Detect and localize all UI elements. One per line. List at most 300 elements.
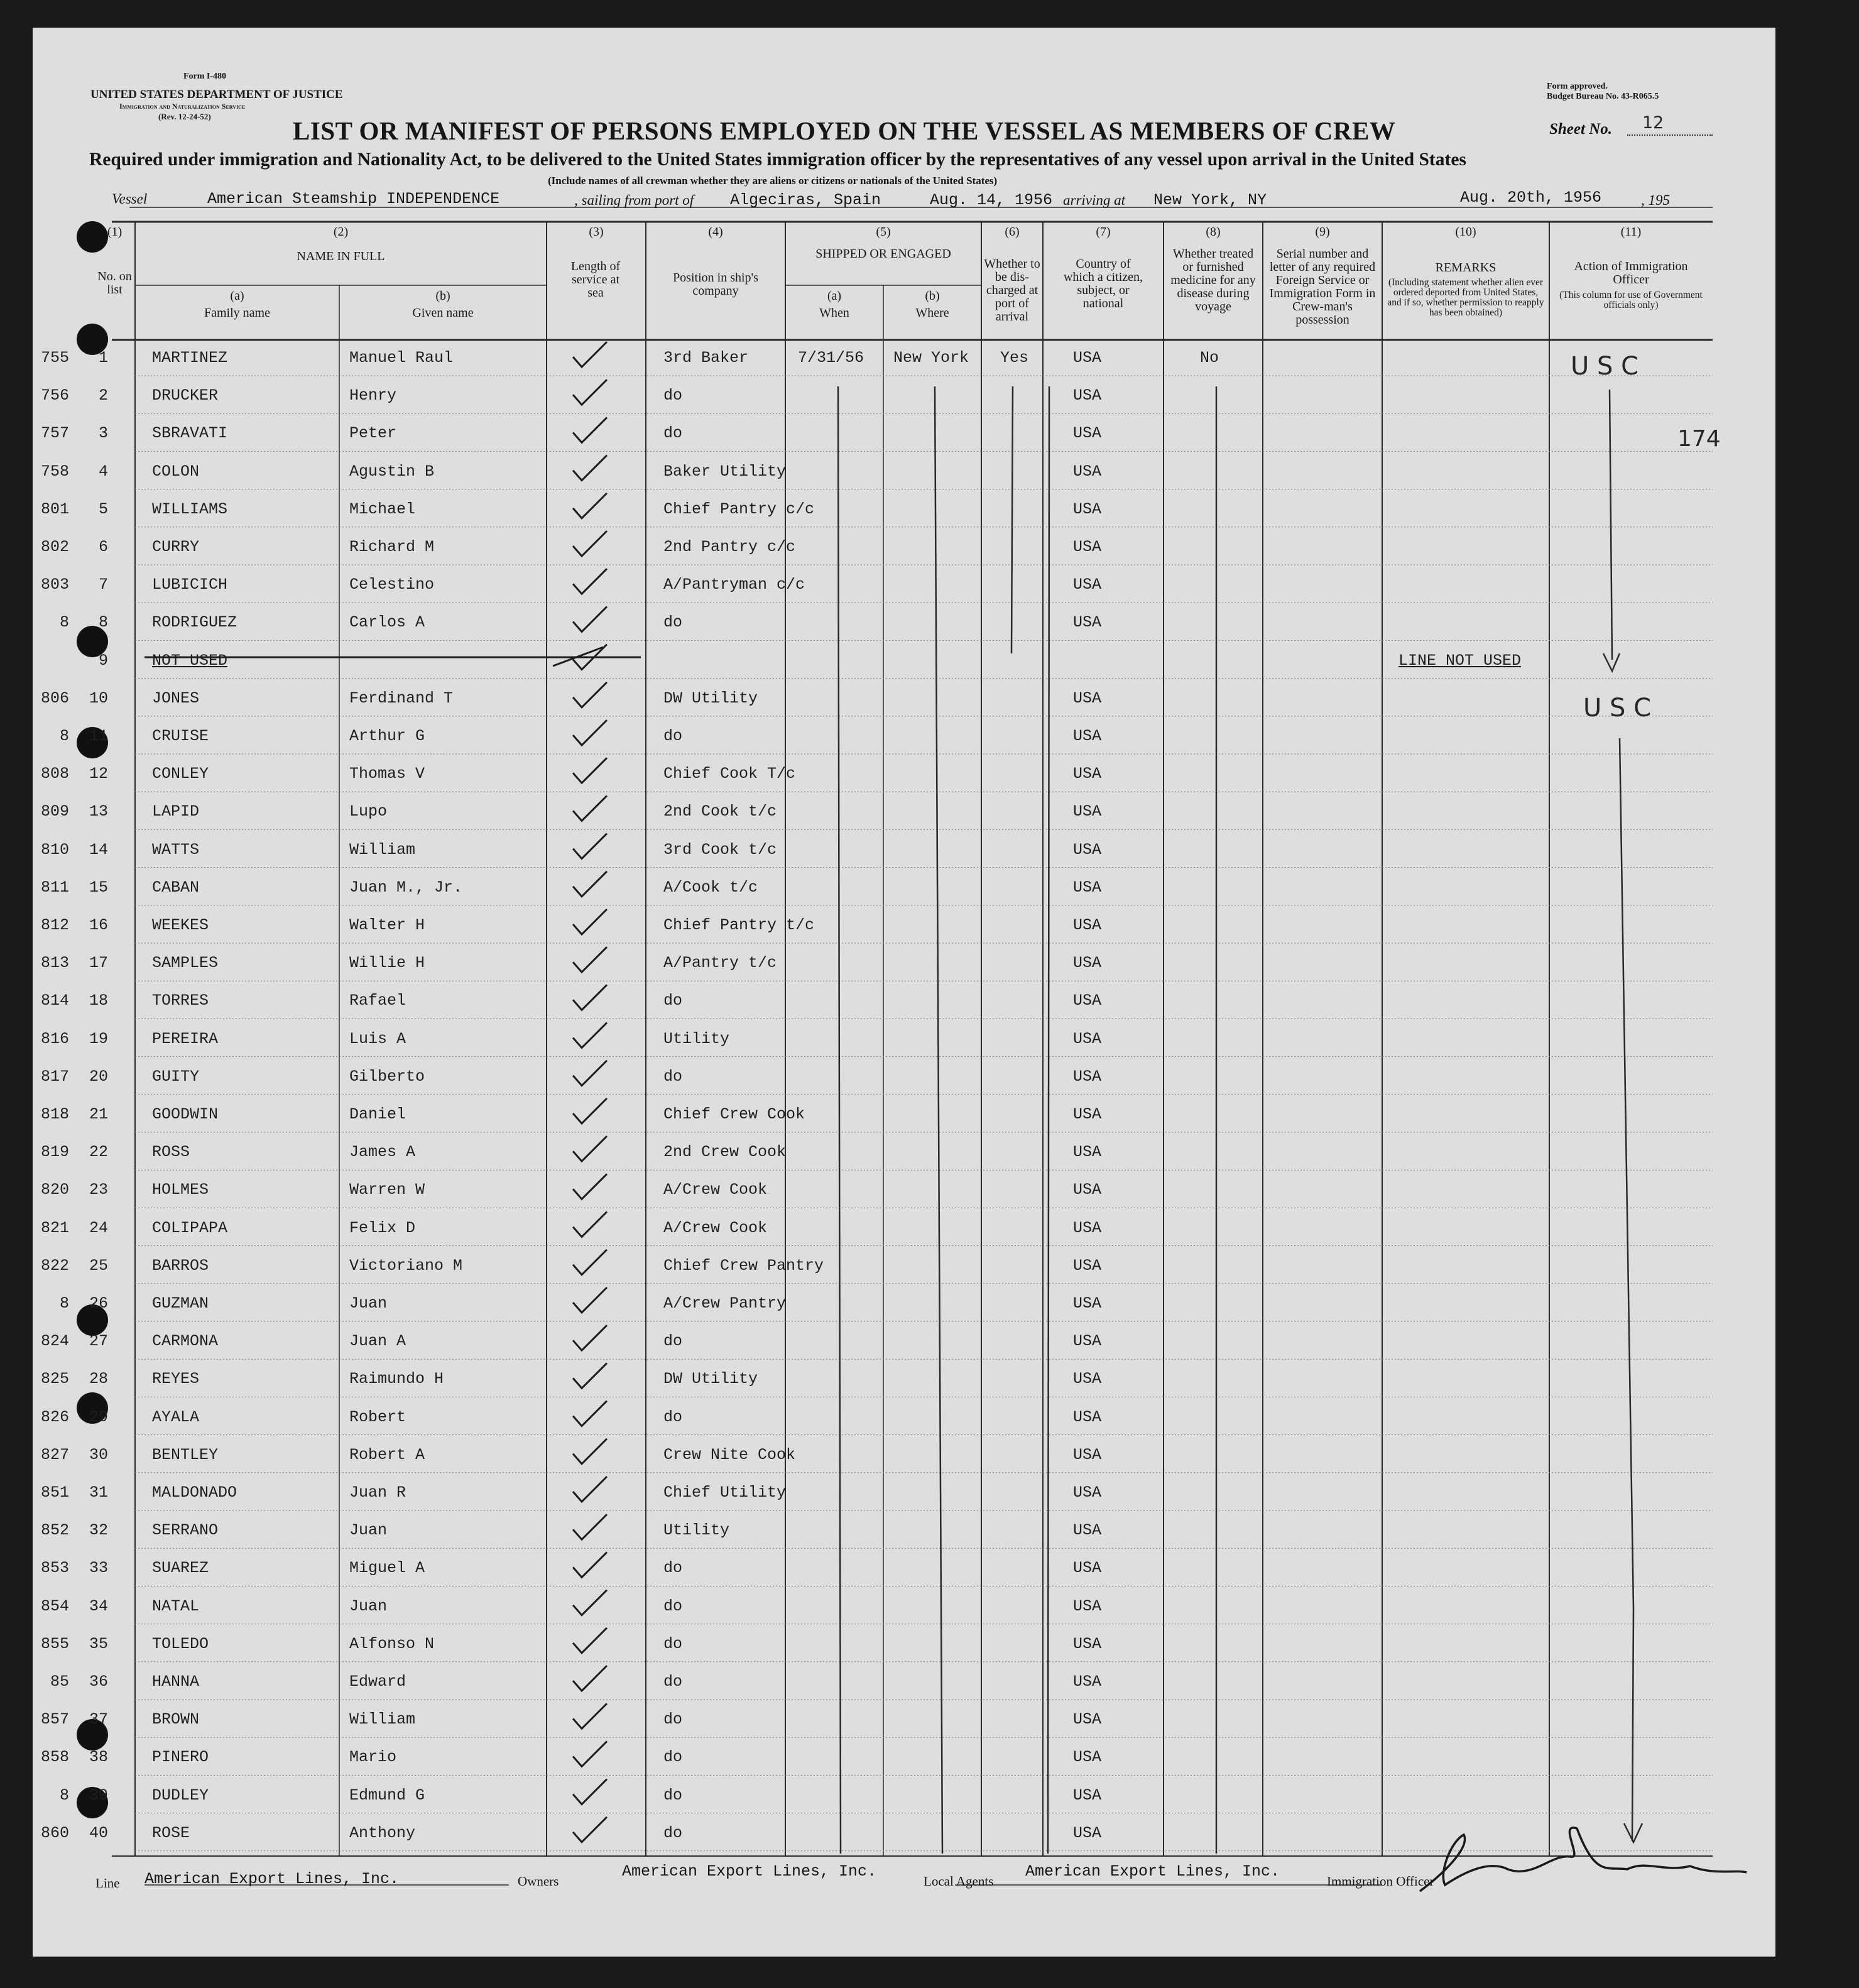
cell-ref: 855: [40, 1634, 69, 1653]
cell-ref: 824: [40, 1332, 69, 1351]
cell-family: LAPID: [152, 802, 200, 821]
col1-number: (1): [107, 225, 123, 239]
cell-ref: 757: [40, 424, 69, 443]
form-number: Form I-480: [183, 72, 227, 81]
checkmark: [573, 985, 607, 1010]
cell-given: Robert A: [349, 1445, 425, 1464]
cell-family: NATAL: [152, 1597, 200, 1615]
cell-position: do: [663, 1559, 683, 1578]
cell-family: BENTLEY: [152, 1445, 219, 1464]
cell-given: Edward: [349, 1673, 406, 1691]
col6-header: Whether to be dis-charged at port of arrival: [984, 257, 1040, 324]
cell-ref: 8: [59, 613, 69, 632]
cell-country: USA: [1073, 538, 1102, 556]
subtitle: Required under immigration and Nationality Act, to be delivered to the United States immigration officer by the representatives of any vessel upon arrival in the United States: [89, 150, 1466, 170]
col10-note: (Including statement whether alien ever ordered deported from United States, and if so, whether permission to reapply has been obtained): [1387, 277, 1544, 318]
cell-given: Juan: [349, 1597, 388, 1615]
cell-ref: 820: [40, 1181, 69, 1199]
checkmark: [573, 1023, 607, 1048]
cell-given: Arthur G: [349, 727, 425, 745]
cell-ref: 806: [40, 689, 69, 707]
cell-no: 29: [89, 1407, 108, 1426]
checkmark: [573, 1590, 607, 1615]
cell-position: Chief Pantry t/c: [663, 916, 815, 934]
cell-country: USA: [1073, 689, 1102, 707]
cell-position: do: [663, 1067, 683, 1086]
cell-no: 3: [98, 424, 108, 443]
cell-country: USA: [1073, 1710, 1102, 1729]
cell-position: do: [663, 1823, 683, 1842]
checkmark: [573, 1552, 607, 1577]
cell-given: Daniel: [349, 1105, 406, 1123]
cell-remarks: LINE NOT USED: [1398, 651, 1522, 670]
cell-given: Miguel A: [349, 1559, 425, 1578]
cell-no: 2: [98, 386, 108, 405]
cell-family: RODRIGUEZ: [152, 613, 237, 632]
cell-no: 12: [89, 765, 108, 784]
sheet-number: 12: [1642, 113, 1664, 133]
cell-country: USA: [1073, 386, 1102, 405]
cell-position: Chief Utility: [663, 1483, 787, 1502]
cell-family: DRUCKER: [152, 386, 219, 405]
cell-family: REYES: [152, 1370, 200, 1389]
cell-ref: 858: [40, 1748, 69, 1767]
cell-given: Warren W: [349, 1181, 425, 1199]
cell-family: LUBICICH: [152, 576, 228, 594]
cell-ref: 756: [40, 386, 69, 405]
cell-ref: 755: [40, 349, 69, 367]
cell-given: Mario: [349, 1748, 397, 1767]
checkmark: [573, 947, 607, 972]
departure-date: Aug. 14, 1956: [930, 191, 1053, 209]
cell-family: HANNA: [152, 1673, 200, 1691]
cell-family: ROSS: [152, 1143, 190, 1162]
cell-position: DW Utility: [663, 1370, 758, 1389]
col4-number: (4): [708, 225, 723, 239]
cell-ref: 814: [40, 991, 69, 1010]
cell-country: USA: [1073, 954, 1102, 973]
cell-family: CONLEY: [152, 765, 209, 784]
cell-no: 1: [98, 349, 108, 367]
cell-given: Felix D: [349, 1218, 416, 1237]
cell-given: Robert: [349, 1407, 406, 1426]
cell-country: USA: [1073, 462, 1102, 481]
cell-position: Crew Nite Cook: [663, 1445, 796, 1464]
cell-country: USA: [1073, 1634, 1102, 1653]
cell-position: Chief Crew Cook: [663, 1105, 805, 1123]
cell-ref: 801: [40, 500, 69, 518]
cell-country: USA: [1073, 916, 1102, 934]
usc-annotation: U S C: [1583, 694, 1652, 723]
cell-no: 6: [98, 538, 108, 556]
cell-given: Carlos A: [349, 613, 425, 632]
cell-country: USA: [1073, 1597, 1102, 1615]
cell-given: Celestino: [349, 576, 435, 594]
col2-number: (2): [333, 225, 349, 239]
cell-position: do: [663, 991, 683, 1010]
checkmark: [573, 1174, 607, 1199]
cell-ref: 816: [40, 1029, 69, 1048]
cell-given: Juan M., Jr.: [349, 878, 463, 897]
cell-family: GUITY: [152, 1067, 200, 1086]
officer-label: Immigration Officer: [1327, 1874, 1434, 1889]
department: UNITED STATES DEPARTMENT OF JUSTICE: [90, 88, 343, 101]
col2-header: NAME IN FULL: [297, 249, 385, 263]
checkmark: [573, 1514, 607, 1539]
cell-no: 37: [89, 1710, 108, 1729]
checkmark: [573, 682, 607, 707]
cell-position: Chief Crew Pantry: [663, 1256, 824, 1275]
cell-country: USA: [1073, 1407, 1102, 1426]
cell-given: Victoriano M: [349, 1256, 463, 1275]
arrival-date: Aug. 20th, 1956: [1460, 188, 1602, 207]
cell-country: USA: [1073, 840, 1102, 859]
cell-position: A/Pantryman c/c: [663, 576, 805, 594]
checkmark: [573, 1098, 607, 1123]
cell-country: USA: [1073, 1029, 1102, 1048]
cell-ref: 85: [50, 1673, 69, 1691]
cell-given: Gilberto: [349, 1067, 425, 1086]
cell-position: do: [663, 1710, 683, 1729]
margin-number: 174: [1677, 426, 1721, 452]
cell-position: Chief Pantry c/c: [663, 500, 815, 518]
cell-no: 24: [89, 1218, 108, 1237]
cell-position: do: [663, 1786, 683, 1805]
col11-header: Action of Immigration Officer: [1574, 259, 1688, 287]
cell-no: 4: [98, 462, 108, 481]
cell-family: CARMONA: [152, 1332, 219, 1351]
col5a-number: (a): [827, 289, 842, 303]
cell-given: Juan R: [349, 1483, 406, 1502]
cell-position: Baker Utility: [663, 462, 787, 481]
cell-ref: 860: [40, 1823, 69, 1842]
cell-position: Chief Cook T/c: [663, 765, 796, 784]
cell-no: 39: [89, 1786, 108, 1805]
cell-given: Edmund G: [349, 1786, 425, 1805]
cell-no: 7: [98, 576, 108, 594]
cell-no: 26: [89, 1294, 108, 1313]
cell-position: do: [663, 1407, 683, 1426]
checkmark: [573, 606, 607, 631]
cell-where: New York: [893, 349, 969, 367]
cell-no: 27: [89, 1332, 108, 1351]
cell-no: 38: [89, 1748, 108, 1767]
col5-number: (5): [876, 225, 891, 239]
cell-ref: 817: [40, 1067, 69, 1086]
col5b-number: (b): [925, 289, 940, 303]
cell-given: Willie H: [349, 954, 425, 973]
checkmark: [573, 720, 607, 745]
cell-position: Utility: [663, 1029, 730, 1048]
cell-position: 2nd Cook t/c: [663, 802, 777, 821]
cell-family: TOLEDO: [152, 1634, 209, 1653]
cell-ref: 822: [40, 1256, 69, 1275]
checkmark: [573, 417, 607, 442]
cell-country: USA: [1073, 1370, 1102, 1389]
cell-country: USA: [1073, 1445, 1102, 1464]
owners-value: American Export Lines, Inc.: [622, 1862, 877, 1881]
service: Immigration and Naturalization Service: [119, 102, 246, 111]
cell-country: USA: [1073, 1105, 1102, 1123]
cell-ref: 825: [40, 1370, 69, 1389]
cell-no: 18: [89, 991, 108, 1010]
cell-position: A/Crew Cook: [663, 1218, 768, 1237]
cell-family: SUAREZ: [152, 1559, 209, 1578]
arrival-port: New York, NY: [1153, 191, 1267, 209]
cell-country: USA: [1073, 1673, 1102, 1691]
cell-given: Raimundo H: [349, 1370, 444, 1389]
cell-given: Ferdinand T: [349, 689, 454, 707]
checkmark: [573, 758, 607, 783]
cell-position: do: [663, 613, 683, 632]
cell-country: USA: [1073, 1748, 1102, 1767]
cell-no: 32: [89, 1521, 108, 1540]
cell-no: 40: [89, 1823, 108, 1842]
cell-family: SBRAVATI: [152, 424, 228, 443]
line-label: Line: [95, 1876, 120, 1891]
cell-ref: 809: [40, 802, 69, 821]
cell-ref: 818: [40, 1105, 69, 1123]
cell-no: 10: [89, 689, 108, 707]
checkmark: [573, 1666, 607, 1691]
cell-ref: 857: [40, 1710, 69, 1729]
col5-header: SHIPPED OR ENGAGED: [815, 247, 951, 261]
cell-family: WEEKES: [152, 916, 209, 934]
cell-given: Rafael: [349, 991, 406, 1010]
cell-no: 9: [98, 651, 108, 670]
cell-ref: 854: [40, 1597, 69, 1615]
cell-family: HOLMES: [152, 1181, 209, 1199]
checkmark: [573, 1817, 607, 1842]
cell-ref: 803: [40, 576, 69, 594]
cell-position: A/Crew Pantry: [663, 1294, 787, 1313]
checkmark: [573, 795, 607, 821]
checkmark: [573, 1741, 607, 1766]
cell-position: do: [663, 424, 683, 443]
cell-no: 22: [89, 1143, 108, 1162]
cell-no: 33: [89, 1559, 108, 1578]
col2b-header: Given name: [412, 306, 474, 320]
cell-ref: 852: [40, 1521, 69, 1540]
cell-ref: 8: [59, 1294, 69, 1313]
cell-family: GOODWIN: [152, 1105, 219, 1123]
cell-family: AYALA: [152, 1407, 200, 1426]
cell-ref: 821: [40, 1218, 69, 1237]
cell-family: GUZMAN: [152, 1294, 209, 1313]
checkmark: [573, 456, 607, 481]
col2a-number: (a): [230, 289, 244, 303]
cell-ref: 810: [40, 840, 69, 859]
col6-number: (6): [1005, 225, 1020, 239]
cell-position: A/Cook t/c: [663, 878, 758, 897]
cell-position: do: [663, 1748, 683, 1767]
revision: (Rev. 12-24-52): [158, 112, 211, 121]
line-value: American Export Lines, Inc.: [144, 1870, 400, 1888]
cell-no: 17: [89, 954, 108, 973]
cell-given: James A: [349, 1143, 416, 1162]
cell-no: 21: [89, 1105, 108, 1123]
cell-family: MALDONADO: [152, 1483, 237, 1502]
cell-position: DW Utility: [663, 689, 758, 707]
cell-ref: 811: [40, 878, 69, 897]
cell-no: 30: [89, 1445, 108, 1464]
cell-ref: 808: [40, 765, 69, 784]
col5a-header: When: [819, 306, 849, 320]
cell-given: William: [349, 840, 416, 859]
cell-no: 19: [89, 1029, 108, 1048]
col8-header: Whether treated or furnished medicine for any disease during voyage: [1170, 247, 1256, 314]
cell-position: 3rd Baker: [663, 349, 749, 367]
cell-ref: 758: [40, 462, 69, 481]
cell-country: USA: [1073, 576, 1102, 594]
cell-family: COLON: [152, 462, 200, 481]
col9-header: Serial number and letter of any required Foreign Service or Immigration Form in Crew-man's possession: [1269, 247, 1376, 327]
cell-no: 15: [89, 878, 108, 897]
cell-ref: 8: [59, 727, 69, 745]
checkmark: [573, 1250, 607, 1275]
cell-given: Walter H: [349, 916, 425, 934]
cell-family: BARROS: [152, 1256, 209, 1275]
cell-family: COLIPAPA: [152, 1218, 228, 1237]
cell-no: 20: [89, 1067, 108, 1086]
checkmark: [573, 871, 607, 897]
col5b-header: Where: [915, 306, 949, 320]
cell-family: JONES: [152, 689, 200, 707]
cell-country: USA: [1073, 802, 1102, 821]
cell-family: ROSE: [152, 1823, 190, 1842]
cell-family: NOT USED: [152, 651, 228, 670]
vessel-label: Vessel: [112, 191, 148, 207]
cell-no: 11: [89, 727, 108, 745]
cell-ref: 813: [40, 954, 69, 973]
col1-header: No. on list: [97, 270, 132, 297]
cell-country: USA: [1073, 1332, 1102, 1351]
sheet-label: Sheet No.: [1549, 121, 1612, 138]
cell-given: Richard M: [349, 538, 435, 556]
checkmark: [573, 909, 607, 934]
col7-number: (7): [1096, 225, 1111, 239]
cell-ref: 827: [40, 1445, 69, 1464]
checkmark: [573, 1136, 607, 1161]
cell-position: 2nd Crew Cook: [663, 1143, 787, 1162]
cell-country: USA: [1073, 727, 1102, 745]
cell-family: WILLIAMS: [152, 500, 228, 518]
cell-position: do: [663, 1673, 683, 1691]
cell-position: do: [663, 727, 683, 745]
cell-position: 3rd Cook t/c: [663, 840, 777, 859]
cell-given: Alfonso N: [349, 1634, 435, 1653]
cell-country: USA: [1073, 1823, 1102, 1842]
sailing-label: , sailing from port of: [574, 192, 694, 208]
cell-given: Luis A: [349, 1029, 406, 1048]
checkmark: [573, 1779, 607, 1805]
cell-ref: 851: [40, 1483, 69, 1502]
cell-position: do: [663, 386, 683, 405]
cell-given: Peter: [349, 424, 397, 443]
cell-country: USA: [1073, 1067, 1102, 1086]
cell-no: 35: [89, 1634, 108, 1653]
cell-medicine: No: [1200, 349, 1219, 367]
cell-family: PINERO: [152, 1748, 209, 1767]
cell-discharged: Yes: [1000, 349, 1029, 367]
cell-no: 31: [89, 1483, 108, 1502]
cell-country: USA: [1073, 1786, 1102, 1805]
checkmark: [573, 1212, 607, 1237]
cell-family: SAMPLES: [152, 954, 219, 973]
checkmark: [573, 1439, 607, 1464]
vessel-name: American Steamship INDEPENDENCE: [207, 190, 500, 208]
col8-number: (8): [1206, 225, 1221, 239]
page-title: LIST OR MANIFEST OF PERSONS EMPLOYED ON THE VESSEL AS MEMBERS OF CREW: [293, 116, 1396, 145]
cell-position: do: [663, 1634, 683, 1653]
year-suffix: , 195: [1641, 192, 1670, 208]
checkmark: [573, 342, 607, 367]
cell-family: WATTS: [152, 840, 200, 859]
checkmark: [573, 1703, 607, 1729]
col11-number: (11): [1620, 225, 1642, 239]
cell-no: 34: [89, 1597, 108, 1615]
cell-ref: 853: [40, 1559, 69, 1578]
cell-country: USA: [1073, 424, 1102, 443]
checkmark: [573, 1061, 607, 1086]
cell-given: William: [349, 1710, 416, 1729]
cell-position: do: [663, 1597, 683, 1615]
cell-ref: 819: [40, 1143, 69, 1162]
cell-country: USA: [1073, 1521, 1102, 1540]
cell-country: USA: [1073, 500, 1102, 518]
cell-country: USA: [1073, 1181, 1102, 1199]
arriving-label: arriving at: [1063, 192, 1126, 208]
departure-port: Algeciras, Spain: [730, 191, 881, 209]
owners-label: Owners: [518, 1874, 559, 1889]
cell-when: 7/31/56: [798, 349, 864, 367]
cell-country: USA: [1073, 349, 1102, 367]
cell-country: USA: [1073, 1256, 1102, 1275]
cell-given: Juan: [349, 1294, 388, 1313]
cell-position: do: [663, 1332, 683, 1351]
checkmark: [573, 834, 607, 859]
cell-position: A/Pantry t/c: [663, 954, 777, 973]
cell-ref: 826: [40, 1407, 69, 1426]
cell-no: 36: [89, 1673, 108, 1691]
cell-given: Lupo: [349, 802, 388, 821]
cell-country: USA: [1073, 1559, 1102, 1578]
cell-no: 14: [89, 840, 108, 859]
checkmark: [573, 1363, 607, 1388]
cell-no: 25: [89, 1256, 108, 1275]
checkmark: [573, 1287, 607, 1313]
col9-number: (9): [1315, 225, 1330, 239]
col10-number: (10): [1455, 225, 1476, 239]
checkmark: [573, 380, 607, 405]
cell-no: 23: [89, 1181, 108, 1199]
cell-country: USA: [1073, 991, 1102, 1010]
cell-given: Manuel Raul: [349, 349, 454, 367]
cell-no: 8: [98, 613, 108, 632]
cell-no: 16: [89, 916, 108, 934]
cell-family: TORRES: [152, 991, 209, 1010]
checkmark: [573, 1325, 607, 1350]
col10-header: REMARKS: [1435, 261, 1496, 275]
cell-ref: 802: [40, 538, 69, 556]
cell-no: 28: [89, 1370, 108, 1389]
cell-country: USA: [1073, 1294, 1102, 1313]
ditto-lines: [838, 386, 1642, 1854]
cell-country: USA: [1073, 878, 1102, 897]
checkmark: [573, 569, 607, 594]
cell-country: USA: [1073, 1143, 1102, 1162]
cell-given: Agustin B: [349, 462, 435, 481]
